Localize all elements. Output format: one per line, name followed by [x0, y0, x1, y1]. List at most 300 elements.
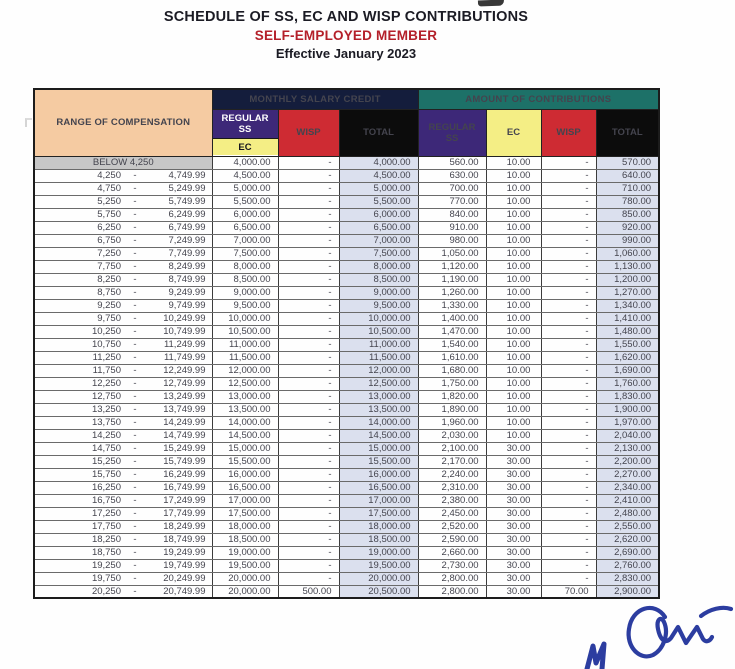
- aoc-regular-ss-cell: 1,260.00: [418, 286, 486, 299]
- aoc-total-cell: 920.00: [596, 221, 659, 234]
- table-row: [34, 338, 659, 351]
- aoc-total-cell: 1,900.00: [596, 403, 659, 416]
- aoc-total-cell: 2,340.00: [596, 481, 659, 494]
- msc-wisp-cell: -: [278, 325, 339, 338]
- msc-regular-ss-cell: 9,000.00: [212, 286, 278, 299]
- msc-wisp-cell: -: [278, 169, 339, 182]
- compensation-range-cell: 19,750 - 20,249.99: [34, 572, 212, 585]
- aoc-regular-ss-cell: 980.00: [418, 234, 486, 247]
- msc-regular-ss-label: REGULAR SS: [213, 110, 278, 139]
- aoc-regular-ss-cell: 1,890.00: [418, 403, 486, 416]
- table-row: [34, 572, 659, 585]
- msc-wisp-cell: -: [278, 286, 339, 299]
- aoc-regular-ss-cell: 630.00: [418, 169, 486, 182]
- msc-wisp-cell: -: [278, 338, 339, 351]
- amount-of-contributions-header: AMOUNT OF CONTRIBUTIONS: [418, 89, 659, 109]
- aoc-regular-ss-cell: 2,100.00: [418, 442, 486, 455]
- msc-wisp-cell: -: [278, 546, 339, 559]
- aoc-total-cell: 2,410.00: [596, 494, 659, 507]
- aoc-wisp-cell: -: [541, 247, 596, 260]
- aoc-wisp-cell: -: [541, 286, 596, 299]
- compensation-range-cell: 18,750 - 19,249.99: [34, 546, 212, 559]
- compensation-range-cell: 11,750 - 12,249.99: [34, 364, 212, 377]
- table-row: [34, 195, 659, 208]
- msc-regular-ss-cell: 13,000.00: [212, 390, 278, 403]
- compensation-range-cell: 13,250 - 13,749.99: [34, 403, 212, 416]
- table-body: [34, 156, 659, 598]
- msc-regular-ss-cell: 12,500.00: [212, 377, 278, 390]
- aoc-total-cell: 850.00: [596, 208, 659, 221]
- aoc-total-cell: 1,060.00: [596, 247, 659, 260]
- table-row: [34, 221, 659, 234]
- compensation-range-cell: 5,750 - 6,249.99: [34, 208, 212, 221]
- msc-wisp-cell: -: [278, 572, 339, 585]
- aoc-wisp-cell: -: [541, 468, 596, 481]
- msc-total-header: TOTAL: [339, 109, 418, 156]
- msc-wisp-cell: -: [278, 377, 339, 390]
- table-row: [34, 494, 659, 507]
- msc-wisp-cell: -: [278, 416, 339, 429]
- aoc-ec-cell: 10.00: [486, 377, 541, 390]
- compensation-range-cell: 16,250 - 16,749.99: [34, 481, 212, 494]
- msc-regular-ss-cell: 5,500.00: [212, 195, 278, 208]
- aoc-ec-cell: 10.00: [486, 221, 541, 234]
- msc-total-cell: 10,500.00: [339, 325, 418, 338]
- aoc-wisp-cell: -: [541, 208, 596, 221]
- table-row: [34, 325, 659, 338]
- aoc-regular-ss-cell: 1,750.00: [418, 377, 486, 390]
- aoc-ec-cell: 30.00: [486, 520, 541, 533]
- msc-total-cell: 4,000.00: [339, 156, 418, 169]
- aoc-wisp-cell: -: [541, 455, 596, 468]
- aoc-ec-cell: 30.00: [486, 442, 541, 455]
- aoc-wisp-cell: -: [541, 429, 596, 442]
- msc-regular-ss-cell: 16,500.00: [212, 481, 278, 494]
- aoc-ec-cell: 10.00: [486, 273, 541, 286]
- aoc-regular-ss-cell: 2,170.00: [418, 455, 486, 468]
- table-row: [34, 234, 659, 247]
- msc-wisp-cell: -: [278, 494, 339, 507]
- aoc-ec-cell: 10.00: [486, 208, 541, 221]
- aoc-regular-ss-cell: 1,540.00: [418, 338, 486, 351]
- compensation-range-cell: 11,250 - 11,749.99: [34, 351, 212, 364]
- compensation-range-cell: 15,750 - 16,249.99: [34, 468, 212, 481]
- msc-total-cell: 8,500.00: [339, 273, 418, 286]
- msc-regular-ss-cell: 11,500.00: [212, 351, 278, 364]
- msc-total-cell: 7,500.00: [339, 247, 418, 260]
- aoc-regular-ss-cell: 1,330.00: [418, 299, 486, 312]
- msc-wisp-cell: -: [278, 442, 339, 455]
- aoc-total-cell: 1,970.00: [596, 416, 659, 429]
- aoc-regular-ss-cell: 1,050.00: [418, 247, 486, 260]
- aoc-wisp-cell: -: [541, 572, 596, 585]
- msc-total-cell: 11,500.00: [339, 351, 418, 364]
- table-row: [34, 351, 659, 364]
- aoc-ec-cell: 10.00: [486, 403, 541, 416]
- aoc-wisp-cell: -: [541, 494, 596, 507]
- msc-wisp-cell: -: [278, 533, 339, 546]
- aoc-total-cell: 2,480.00: [596, 507, 659, 520]
- compensation-range-cell: 18,250 - 18,749.99: [34, 533, 212, 546]
- msc-wisp-cell: -: [278, 351, 339, 364]
- table-row: [34, 208, 659, 221]
- member-type-subtitle: SELF-EMPLOYED MEMBER: [254, 28, 438, 43]
- msc-wisp-cell: -: [278, 455, 339, 468]
- msc-regular-ss-cell: 4,000.00: [212, 156, 278, 169]
- aoc-regular-ss-cell: 2,240.00: [418, 468, 486, 481]
- msc-regular-ss-cell: 9,500.00: [212, 299, 278, 312]
- aoc-ec-cell: 30.00: [486, 468, 541, 481]
- msc-wisp-cell: -: [278, 468, 339, 481]
- msc-wisp-cell: -: [278, 182, 339, 195]
- aoc-ec-cell: 10.00: [486, 351, 541, 364]
- aoc-wisp-cell: -: [541, 416, 596, 429]
- msc-regular-ss-cell: 19,000.00: [212, 546, 278, 559]
- msc-regular-ss-ec-header: [212, 109, 278, 156]
- aoc-regular-ss-cell: 2,450.00: [418, 507, 486, 520]
- aoc-ec-cell: 10.00: [486, 156, 541, 169]
- table-header: [34, 89, 659, 156]
- aoc-wisp-cell: -: [541, 299, 596, 312]
- msc-total-cell: 18,500.00: [339, 533, 418, 546]
- msc-regular-ss-cell: 4,500.00: [212, 169, 278, 182]
- contribution-schedule-table: [33, 88, 660, 599]
- compensation-range-cell: 17,750 - 18,249.99: [34, 520, 212, 533]
- msc-regular-ss-cell: 8,000.00: [212, 260, 278, 273]
- msc-total-cell: 14,000.00: [339, 416, 418, 429]
- compensation-range-cell: 9,250 - 9,749.99: [34, 299, 212, 312]
- compensation-range-cell: 9,750 - 10,249.99: [34, 312, 212, 325]
- compensation-range-cell: 17,250 - 17,749.99: [34, 507, 212, 520]
- msc-wisp-cell: -: [278, 520, 339, 533]
- msc-total-cell: 17,500.00: [339, 507, 418, 520]
- msc-total-cell: 6,000.00: [339, 208, 418, 221]
- aoc-ec-cell: 10.00: [486, 364, 541, 377]
- aoc-ec-cell: 10.00: [486, 286, 541, 299]
- msc-total-cell: 20,500.00: [339, 585, 418, 598]
- msc-total-cell: 5,000.00: [339, 182, 418, 195]
- aoc-total-cell: 2,690.00: [596, 546, 659, 559]
- aoc-wisp-cell: -: [541, 312, 596, 325]
- msc-wisp-cell: -: [278, 195, 339, 208]
- aoc-wisp-cell: -: [541, 507, 596, 520]
- msc-regular-ss-cell: 17,500.00: [212, 507, 278, 520]
- aoc-wisp-cell: -: [541, 390, 596, 403]
- msc-wisp-cell: -: [278, 312, 339, 325]
- msc-regular-ss-cell: 11,000.00: [212, 338, 278, 351]
- msc-wisp-cell: -: [278, 364, 339, 377]
- aoc-regular-ss-cell: 1,960.00: [418, 416, 486, 429]
- aoc-ec-cell: 10.00: [486, 195, 541, 208]
- table-row: [34, 481, 659, 494]
- aoc-wisp-cell: -: [541, 481, 596, 494]
- table-row: [34, 156, 659, 169]
- compensation-range-cell: 10,750 - 11,249.99: [34, 338, 212, 351]
- msc-total-cell: 19,000.00: [339, 546, 418, 559]
- msc-wisp-header: WISP: [278, 109, 339, 156]
- aoc-total-cell: 2,550.00: [596, 520, 659, 533]
- table-row: [34, 559, 659, 572]
- msc-total-cell: 13,000.00: [339, 390, 418, 403]
- aoc-total-cell: 1,620.00: [596, 351, 659, 364]
- msc-total-cell: 9,500.00: [339, 299, 418, 312]
- aoc-regular-ss-cell: 770.00: [418, 195, 486, 208]
- table-row: [34, 260, 659, 273]
- aoc-regular-ss-cell: 2,030.00: [418, 429, 486, 442]
- msc-total-cell: 15,500.00: [339, 455, 418, 468]
- msc-wisp-cell: -: [278, 481, 339, 494]
- aoc-regular-ss-cell: 1,190.00: [418, 273, 486, 286]
- table-row: [34, 247, 659, 260]
- compensation-range-cell: 15,250 - 15,749.99: [34, 455, 212, 468]
- table-row: [34, 520, 659, 533]
- table-row: [34, 416, 659, 429]
- aoc-regular-ss-cell: 1,120.00: [418, 260, 486, 273]
- msc-wisp-cell: -: [278, 221, 339, 234]
- compensation-range-cell: 14,750 - 15,249.99: [34, 442, 212, 455]
- aoc-wisp-cell: -: [541, 403, 596, 416]
- signature-scribble: [550, 595, 735, 669]
- msc-regular-ss-cell: 7,000.00: [212, 234, 278, 247]
- msc-total-cell: 8,000.00: [339, 260, 418, 273]
- aoc-total-cell: 2,760.00: [596, 559, 659, 572]
- msc-total-cell: 5,500.00: [339, 195, 418, 208]
- msc-total-cell: 12,000.00: [339, 364, 418, 377]
- aoc-total-cell: 780.00: [596, 195, 659, 208]
- table-row: [34, 169, 659, 182]
- msc-wisp-cell: -: [278, 507, 339, 520]
- compensation-range-cell: 14,250 - 14,749.99: [34, 429, 212, 442]
- table-row: [34, 429, 659, 442]
- msc-regular-ss-cell: 20,000.00: [212, 572, 278, 585]
- aoc-wisp-cell: -: [541, 520, 596, 533]
- msc-regular-ss-cell: 6,500.00: [212, 221, 278, 234]
- compensation-range-cell: 10,250 - 10,749.99: [34, 325, 212, 338]
- msc-regular-ss-cell: 15,500.00: [212, 455, 278, 468]
- msc-wisp-cell: -: [278, 247, 339, 260]
- aoc-total-cell: 990.00: [596, 234, 659, 247]
- aoc-regular-ss-cell: 2,800.00: [418, 585, 486, 598]
- table-row: [34, 507, 659, 520]
- table-row: [34, 273, 659, 286]
- aoc-wisp-cell: -: [541, 182, 596, 195]
- aoc-regular-ss-cell: 2,310.00: [418, 481, 486, 494]
- range-of-compensation-header: RANGE OF COMPENSATION: [34, 89, 212, 156]
- msc-total-cell: 19,500.00: [339, 559, 418, 572]
- msc-wisp-cell: -: [278, 429, 339, 442]
- aoc-regular-ss-cell: 1,820.00: [418, 390, 486, 403]
- table-row: [34, 442, 659, 455]
- msc-wisp-cell: -: [278, 234, 339, 247]
- aoc-ec-cell: 10.00: [486, 247, 541, 260]
- aoc-regular-ss-cell: 840.00: [418, 208, 486, 221]
- aoc-wisp-cell: -: [541, 377, 596, 390]
- msc-total-cell: 18,000.00: [339, 520, 418, 533]
- msc-wisp-cell: -: [278, 559, 339, 572]
- aoc-ec-cell: 10.00: [486, 312, 541, 325]
- table-row: [34, 533, 659, 546]
- aoc-regular-ss-header: REGULAR SS: [418, 109, 486, 156]
- compensation-range-cell: 16,750 - 17,249.99: [34, 494, 212, 507]
- compensation-range-cell: 12,250 - 12,749.99: [34, 377, 212, 390]
- aoc-ec-cell: 30.00: [486, 481, 541, 494]
- aoc-wisp-cell: -: [541, 559, 596, 572]
- msc-total-cell: 16,500.00: [339, 481, 418, 494]
- aoc-ec-cell: 30.00: [486, 455, 541, 468]
- aoc-total-cell: 1,480.00: [596, 325, 659, 338]
- compensation-range-cell: 19,250 - 19,749.99: [34, 559, 212, 572]
- aoc-ec-cell: 10.00: [486, 169, 541, 182]
- table-row: [34, 468, 659, 481]
- msc-wisp-cell: -: [278, 260, 339, 273]
- aoc-ec-cell: 10.00: [486, 234, 541, 247]
- effective-date: Effective January 2023: [275, 46, 417, 61]
- msc-regular-ss-cell: 19,500.00: [212, 559, 278, 572]
- aoc-wisp-cell: 70.00: [541, 585, 596, 598]
- msc-total-cell: 16,000.00: [339, 468, 418, 481]
- aoc-regular-ss-cell: 1,680.00: [418, 364, 486, 377]
- aoc-ec-cell: 30.00: [486, 546, 541, 559]
- document-title: SCHEDULE OF SS, EC AND WISP CONTRIBUTIONS: [163, 9, 529, 25]
- compensation-range-cell: 8,250 - 8,749.99: [34, 273, 212, 286]
- compensation-range-cell: 7,750 - 8,249.99: [34, 260, 212, 273]
- aoc-ec-header: EC: [486, 109, 541, 156]
- msc-wisp-cell: -: [278, 390, 339, 403]
- msc-regular-ss-cell: 18,000.00: [212, 520, 278, 533]
- aoc-wisp-cell: -: [541, 533, 596, 546]
- aoc-total-cell: 1,690.00: [596, 364, 659, 377]
- aoc-ec-cell: 10.00: [486, 325, 541, 338]
- compensation-range-cell: 6,750 - 7,249.99: [34, 234, 212, 247]
- msc-wisp-cell: 500.00: [278, 585, 339, 598]
- msc-regular-ss-cell: 7,500.00: [212, 247, 278, 260]
- table-row: [34, 377, 659, 390]
- aoc-total-cell: 2,830.00: [596, 572, 659, 585]
- aoc-regular-ss-cell: 2,660.00: [418, 546, 486, 559]
- msc-regular-ss-cell: 10,500.00: [212, 325, 278, 338]
- aoc-ec-cell: 10.00: [486, 299, 541, 312]
- aoc-regular-ss-cell: 910.00: [418, 221, 486, 234]
- msc-regular-ss-cell: 14,500.00: [212, 429, 278, 442]
- aoc-ec-cell: 10.00: [486, 182, 541, 195]
- aoc-ec-cell: 30.00: [486, 572, 541, 585]
- aoc-total-cell: 710.00: [596, 182, 659, 195]
- aoc-total-cell: 1,130.00: [596, 260, 659, 273]
- aoc-wisp-cell: -: [541, 221, 596, 234]
- compensation-range-cell: 6,250 - 6,749.99: [34, 221, 212, 234]
- msc-total-cell: 11,000.00: [339, 338, 418, 351]
- aoc-regular-ss-cell: 2,730.00: [418, 559, 486, 572]
- aoc-wisp-cell: -: [541, 234, 596, 247]
- aoc-ec-cell: 30.00: [486, 585, 541, 598]
- aoc-ec-cell: 30.00: [486, 559, 541, 572]
- table-row: [34, 390, 659, 403]
- aoc-ec-cell: 10.00: [486, 429, 541, 442]
- msc-regular-ss-cell: 13,500.00: [212, 403, 278, 416]
- aoc-total-cell: 1,410.00: [596, 312, 659, 325]
- aoc-ec-cell: 10.00: [486, 390, 541, 403]
- aoc-wisp-cell: -: [541, 273, 596, 286]
- msc-total-cell: 6,500.00: [339, 221, 418, 234]
- msc-regular-ss-cell: 15,000.00: [212, 442, 278, 455]
- aoc-regular-ss-cell: 700.00: [418, 182, 486, 195]
- scan-artifact-top: [478, 0, 504, 6]
- aoc-total-header: TOTAL: [596, 109, 659, 156]
- msc-total-cell: 7,000.00: [339, 234, 418, 247]
- compensation-range-cell: 4,250 - 4,749.99: [34, 169, 212, 182]
- aoc-total-cell: 1,270.00: [596, 286, 659, 299]
- monthly-salary-credit-header: MONTHLY SALARY CREDIT: [212, 89, 418, 109]
- aoc-regular-ss-cell: 2,590.00: [418, 533, 486, 546]
- aoc-wisp-cell: -: [541, 195, 596, 208]
- aoc-regular-ss-cell: 2,520.00: [418, 520, 486, 533]
- aoc-wisp-cell: -: [541, 338, 596, 351]
- msc-total-cell: 13,500.00: [339, 403, 418, 416]
- table-row: [34, 182, 659, 195]
- aoc-wisp-cell: -: [541, 169, 596, 182]
- aoc-total-cell: 1,830.00: [596, 390, 659, 403]
- msc-wisp-cell: -: [278, 208, 339, 221]
- title-block: [33, 9, 659, 61]
- msc-total-cell: 14,500.00: [339, 429, 418, 442]
- aoc-wisp-cell: -: [541, 156, 596, 169]
- msc-wisp-cell: -: [278, 299, 339, 312]
- aoc-ec-cell: 10.00: [486, 260, 541, 273]
- msc-regular-ss-cell: 8,500.00: [212, 273, 278, 286]
- aoc-regular-ss-cell: 2,800.00: [418, 572, 486, 585]
- msc-regular-ss-cell: 18,500.00: [212, 533, 278, 546]
- msc-total-cell: 12,500.00: [339, 377, 418, 390]
- aoc-wisp-cell: -: [541, 351, 596, 364]
- aoc-regular-ss-cell: 1,610.00: [418, 351, 486, 364]
- compensation-range-cell: 13,750 - 14,249.99: [34, 416, 212, 429]
- compensation-range-cell: 7,250 - 7,749.99: [34, 247, 212, 260]
- table-row: [34, 312, 659, 325]
- msc-total-cell: 4,500.00: [339, 169, 418, 182]
- msc-regular-ss-cell: 20,000.00: [212, 585, 278, 598]
- aoc-wisp-cell: -: [541, 260, 596, 273]
- msc-wisp-cell: -: [278, 156, 339, 169]
- aoc-total-cell: 640.00: [596, 169, 659, 182]
- aoc-ec-cell: 30.00: [486, 494, 541, 507]
- aoc-ec-cell: 30.00: [486, 507, 541, 520]
- table-row: [34, 364, 659, 377]
- msc-regular-ss-cell: 5,000.00: [212, 182, 278, 195]
- msc-regular-ss-cell: 17,000.00: [212, 494, 278, 507]
- msc-regular-ss-cell: 14,000.00: [212, 416, 278, 429]
- aoc-ec-cell: 10.00: [486, 416, 541, 429]
- aoc-ec-cell: 30.00: [486, 533, 541, 546]
- msc-regular-ss-cell: 10,000.00: [212, 312, 278, 325]
- aoc-total-cell: 1,550.00: [596, 338, 659, 351]
- aoc-total-cell: 2,040.00: [596, 429, 659, 442]
- aoc-total-cell: 2,130.00: [596, 442, 659, 455]
- msc-total-cell: 15,000.00: [339, 442, 418, 455]
- msc-regular-ss-cell: 12,000.00: [212, 364, 278, 377]
- aoc-wisp-cell: -: [541, 442, 596, 455]
- msc-ec-label: EC: [213, 139, 278, 156]
- aoc-regular-ss-cell: 2,380.00: [418, 494, 486, 507]
- msc-total-cell: 20,000.00: [339, 572, 418, 585]
- aoc-wisp-cell: -: [541, 546, 596, 559]
- aoc-total-cell: 2,270.00: [596, 468, 659, 481]
- msc-wisp-cell: -: [278, 273, 339, 286]
- compensation-range-cell: 4,750 - 5,249.99: [34, 182, 212, 195]
- compensation-range-cell: 5,250 - 5,749.99: [34, 195, 212, 208]
- aoc-total-cell: 1,340.00: [596, 299, 659, 312]
- table-row: [34, 299, 659, 312]
- table-row: [34, 286, 659, 299]
